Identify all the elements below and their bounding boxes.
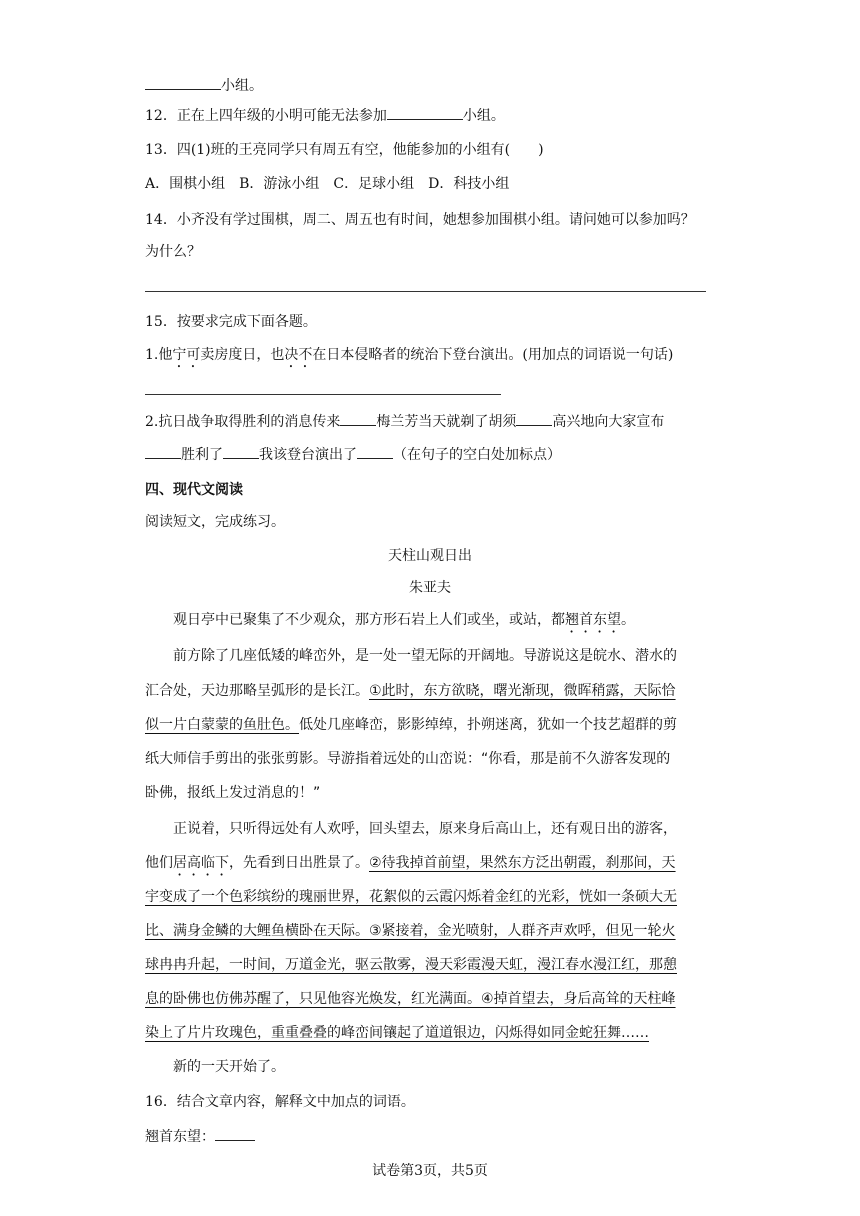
question-15-title: 15．按要求完成下面各题。 <box>145 314 317 330</box>
section-4-instruction: 阅读短文，完成练习。 <box>145 514 285 530</box>
p3-line-1: 正说着，只听得远处有人欢呼，回头望去，原来身后高山上，还有观日出的游客， <box>173 821 677 837</box>
article-title: 天柱山观日出 <box>388 548 472 564</box>
q15-s2-a: 2.抗日战争取得胜利的消息传来 <box>145 414 341 430</box>
p3-line-7 <box>145 1023 717 1043</box>
q15-punct-blank-2[interactable] <box>516 411 552 426</box>
q15-dotted-word-2: 决不 <box>284 347 313 363</box>
question-16: 16．结合文章内容，解释文中加点的词语。 <box>145 1094 415 1110</box>
q15-dotted-word-1: 宁可 <box>172 347 201 363</box>
p3-l2-pre: 他们 <box>145 855 173 871</box>
q15-s1-pre: 1.他 <box>145 347 173 363</box>
article-paragraph-1 <box>173 610 745 636</box>
q15-s1-mid: 卖房度日，也 <box>200 347 285 363</box>
underlined-sentence-2a: ②待我掉首前望，果然东方泛出朝霞，刹那间，天 <box>369 855 676 871</box>
q11-tail-text: 小组。 <box>221 78 263 94</box>
q15-punct-blank-1[interactable] <box>340 411 376 426</box>
p3-line-5 <box>145 955 717 975</box>
q15-s1-post: 在日本侵略者的统治下登台演出。(用加点的词语说一句话) <box>312 347 674 363</box>
q15-sentence-1 <box>145 345 673 371</box>
underlined-sentence-3c: 息的卧佛也仿佛苏醒了，只见他容光焕发，红光满面。 <box>145 991 481 1007</box>
p2-line-4: 纸大师信手剪出的张张剪影。导游指着远处的山峦说：“你看，那是前不久游客发现的 <box>145 751 671 767</box>
q15-s2-d: 胜利了 <box>181 447 223 463</box>
q12-tail: 小组。 <box>462 108 505 124</box>
p3-line-6 <box>145 989 717 1009</box>
p3-line-4 <box>145 921 717 941</box>
question-12 <box>145 105 505 126</box>
q15-s2-c: 高兴地向大家宣布 <box>552 414 665 430</box>
q15-sentence-2-line2 <box>145 444 561 465</box>
question-14-line1: 14．小齐没有学过围棋，周二、周五也有时间，她想参加围棋小组。请问她可以参加吗？ <box>145 212 695 228</box>
q11-tail-line <box>145 75 263 96</box>
p3-line-2 <box>145 853 717 879</box>
q16-answer-blank[interactable] <box>215 1126 255 1141</box>
q15-punct-blank-3[interactable] <box>145 444 181 459</box>
p2-line-2 <box>145 681 717 701</box>
q15-punct-blank-4[interactable] <box>223 444 259 459</box>
p2-line-1: 前方除了几座低矮的峰峦外，是一处一望无际的开阔地。导游说这是皖水、潜水的 <box>173 648 677 664</box>
q15-s1-answer-line[interactable] <box>145 394 501 395</box>
question-13: 13．四(1)班的王亮同学只有周五有空，他能参加的小组有( ) <box>145 142 544 158</box>
q15-punct-blank-5[interactable] <box>357 444 393 459</box>
p1-post: 。 <box>621 612 635 628</box>
article-paragraph-4: 新的一天开始了。 <box>173 1059 285 1075</box>
question-14-line2: 为什么？ <box>145 244 201 260</box>
q12-text: 12．正在上四年级的小明可能无法参加 <box>145 108 387 124</box>
q14-answer-line[interactable] <box>145 291 706 292</box>
p3-l2-mid: ，先看到日出胜景了。 <box>229 855 369 871</box>
q13-options[interactable]: A．围棋小组 B．游泳小组 C．足球小组 D．科技小组 <box>145 176 510 192</box>
p2-line-5: 卧佛，报纸上发过消息的！” <box>145 785 321 801</box>
underlined-sentence-3b: 球冉冉升起，一时间，万道金光，驱云散雾，漫天彩霞漫天虹，漫江春水漫江红，那憩 <box>145 957 677 973</box>
underlined-sentence-4a: ④掉首望去，身后高耸的天柱峰 <box>481 991 676 1007</box>
q16-item-label: 翘首东望： <box>145 1129 215 1145</box>
p2-l2-pre: 汇合处，天边那略呈弧形的是长江。 <box>145 683 369 699</box>
page-footer: 试卷第3页，共5页 <box>372 1163 488 1179</box>
underlined-sentence-2b: 宇变成了一个色彩缤纷的瑰丽世界，花絮似的云霞闪烁着金红的光彩，恍如一条硕大无 <box>145 889 677 905</box>
p1-dotted-word: 翘首东望 <box>565 612 621 628</box>
article-author: 朱亚夫 <box>409 580 451 596</box>
p3-dotted-word: 居高临下 <box>173 855 229 871</box>
underlined-sentence-1b: 似一片白蒙蒙的鱼肚色。 <box>145 717 299 733</box>
q15-s2-f: （在句子的空白处加标点） <box>393 447 561 463</box>
underlined-sentence-4b: 染上了片片玫瑰色，重重叠叠的峰峦间镶起了道道银边，闪烁得如同金蛇狂舞…… <box>145 1025 649 1041</box>
underlined-sentence-1a: ①此时，东方欲晓，曙光渐现，微晖稍露，天际恰 <box>369 683 676 699</box>
q15-s2-b: 梅兰芳当天就剃了胡须 <box>376 414 517 430</box>
underlined-sentence-2c: 比、满身金鳞的大鲤鱼横卧在天际。 <box>145 923 369 939</box>
q11-answer-blank[interactable] <box>145 75 221 90</box>
p3-line-3 <box>145 887 717 907</box>
q16-item-1 <box>145 1126 255 1147</box>
q15-s2-e: 我该登台演出了 <box>259 447 357 463</box>
q15-sentence-2-line1 <box>145 411 664 432</box>
section-4-heading: 四、现代文阅读 <box>145 482 243 498</box>
p2-line-3 <box>145 715 717 735</box>
underlined-sentence-3a: ③紧接着，金光喷射，人群齐声欢呼，但见一轮火 <box>369 923 676 939</box>
p2-l3-post: 低处几座峰峦，影影绰绰，扑朔迷离，犹如一个技艺超群的剪 <box>299 717 677 733</box>
p1-pre: 观日亭中已聚集了不少观众，那方形石岩上人们或坐，或站，都 <box>173 612 565 628</box>
q12-answer-blank[interactable] <box>387 105 463 120</box>
